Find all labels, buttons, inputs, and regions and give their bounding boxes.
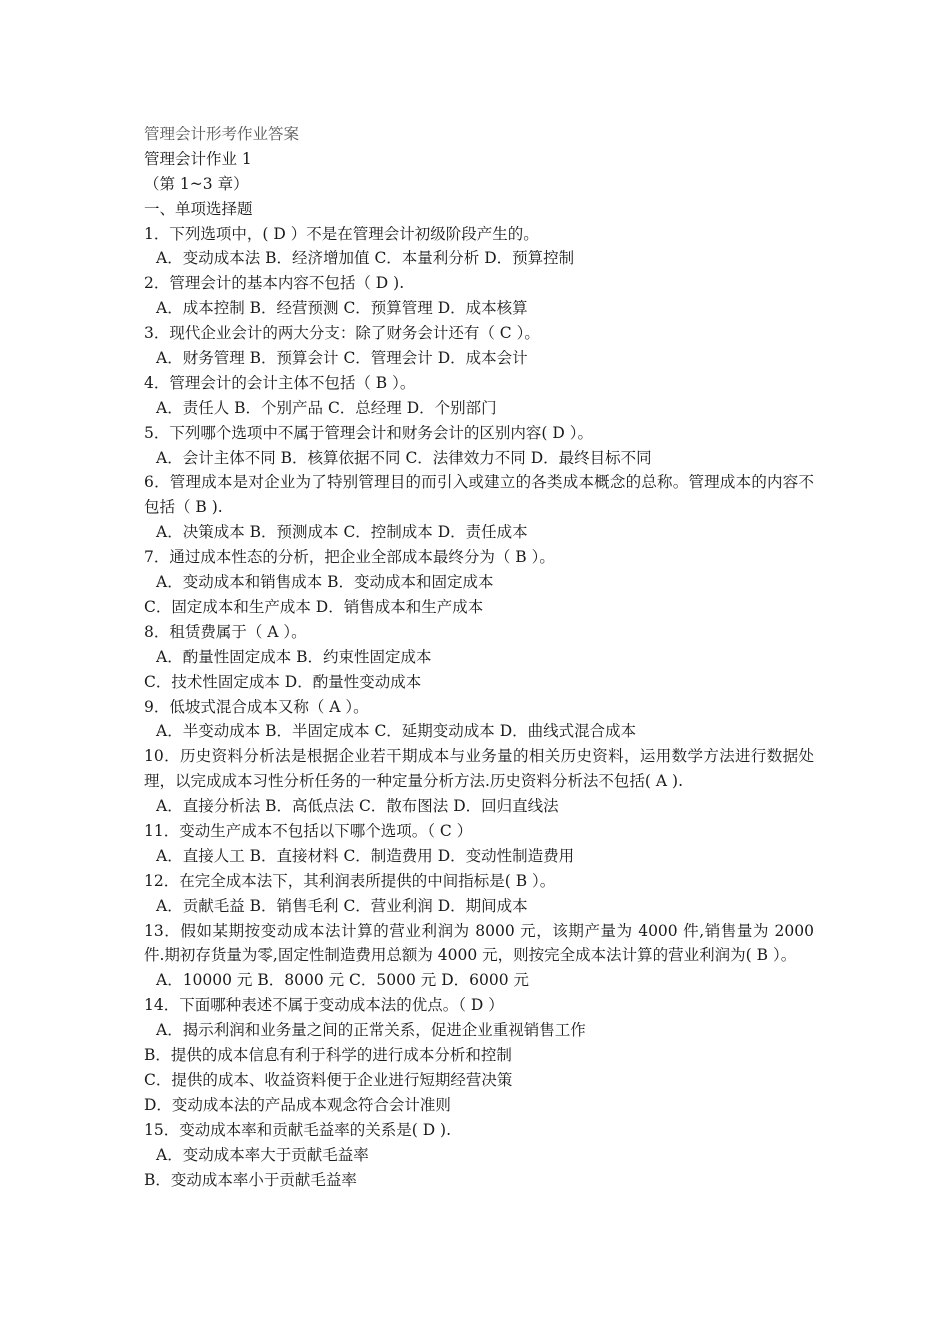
question-line: 7．通过成本性态的分析，把企业全部成本最终分为（ B ）。 [144, 548, 555, 567]
document-title: 管理会计形考作业答案 [144, 125, 300, 143]
question-line: 14．下面哪种表述不属于变动成本法的优点。（ D ） [144, 996, 504, 1015]
answer-options: A．10000 元 B．8000 元 C．5000 元 D．6000 元 [156, 971, 530, 990]
assignment-heading: 管理会计作业 1 [144, 149, 252, 168]
section-heading: 一、单项选择题 [144, 199, 253, 218]
question-line: 9．低坡式混合成本又称（ A ）。 [144, 697, 369, 716]
question-line: 13．假如某期按变动成本法计算的营业利润为 8000 元，该期产量为 4000 件,销售量为 2000 件.期初存货量为零,固定性制造费用总额为 4000 元，则按完全成本法计算的营业利润为( B ）。 [144, 921, 814, 965]
chapter-range: （第 1~3 章） [144, 174, 249, 193]
question-list [144, 222, 814, 1193]
answer-options: A．成本控制 B．经营预测 C．预算管理 D．成本核算 [156, 299, 528, 318]
question-line: 10．历史资料分析法是根据企业若干期成本与业务量的相关历史资料，运用数学方法进行数据处理，以完成成本习性分析任务的一种定量分析方法.历史资料分析法不包括( A ). [144, 747, 814, 791]
answer-options: A．财务管理 B．预算会计 C．管理会计 D．成本会计 [156, 349, 528, 368]
question-line: 8．租赁费属于（ A ）。 [144, 622, 307, 641]
question-line: D．变动成本法的产品成本观念符合会计准则 [144, 1095, 451, 1114]
answer-options: A．直接分析法 B．高低点法 C．散布图法 D．回归直线法 [156, 797, 559, 816]
question-line: 15．变动成本率和贡献毛益率的关系是( D ). [144, 1120, 452, 1139]
question-line: 2．管理会计的基本内容不包括（ D ). [144, 274, 405, 293]
question-line: C．提供的成本、收益资料便于企业进行短期经营决策 [144, 1070, 513, 1089]
answer-options: A．会计主体不同 B．核算依据不同 C．法律效力不同 D．最终目标不同 [156, 448, 652, 467]
answer-options: A．变动成本率大于贡献毛益率 [156, 1145, 369, 1164]
question-line: C．技术性固定成本 D．酌量性变动成本 [144, 672, 422, 691]
question-line: 11．变动生产成本不包括以下哪个选项。（ C ） [144, 822, 473, 840]
question-line: 3．现代企业会计的两大分支：除了财务会计还有（ C ）。 [144, 324, 540, 343]
answer-options: A．责任人 B．个别产品 C．总经理 D．个别部门 [156, 398, 497, 417]
question-line: C．固定成本和生产成本 D．销售成本和生产成本 [144, 597, 484, 616]
answer-options: A．酌量性固定成本 B．约束性固定成本 [156, 647, 432, 666]
question-line: 4．管理会计的会计主体不包括（ B ）。 [144, 373, 416, 392]
answer-options: A．变动成本法 B．经济增加值 C．本量利分析 D．预算控制 [156, 249, 575, 268]
answer-options: A．揭示利润和业务量之间的正常关系，促进企业重视销售工作 [156, 1021, 586, 1040]
answer-options: A．直接人工 B．直接材料 C．制造费用 D．变动性制造费用 [156, 846, 575, 865]
question-line: B．提供的成本信息有利于科学的进行成本分析和控制 [144, 1046, 512, 1065]
answer-options: A．变动成本和销售成本 B．变动成本和固定成本 [156, 573, 494, 592]
document-page [144, 122, 814, 1192]
answer-options: A．贡献毛益 B．销售毛利 C．营业利润 D．期间成本 [156, 896, 528, 915]
question-line: 1．下列选项中，( D ）不是在管理会计初级阶段产生的。 [144, 224, 539, 243]
question-line: 5．下列哪个选项中不属于管理会计和财务会计的区别内容( D ）。 [144, 423, 593, 442]
question-line: 6．管理成本是对企业为了特别管理目的而引入或建立的各类成本概念的总称。管理成本的内容不包括（ B ). [144, 473, 814, 517]
answer-options: A．半变动成本 B．半固定成本 C．延期变动成本 D．曲线式混合成本 [156, 722, 637, 741]
answer-options: A．决策成本 B．预测成本 C．控制成本 D．责任成本 [156, 523, 528, 542]
question-line: 12．在完全成本法下，其利润表所提供的中间指标是( B ）。 [144, 871, 556, 890]
question-line: B．变动成本率小于贡献毛益率 [144, 1170, 357, 1189]
